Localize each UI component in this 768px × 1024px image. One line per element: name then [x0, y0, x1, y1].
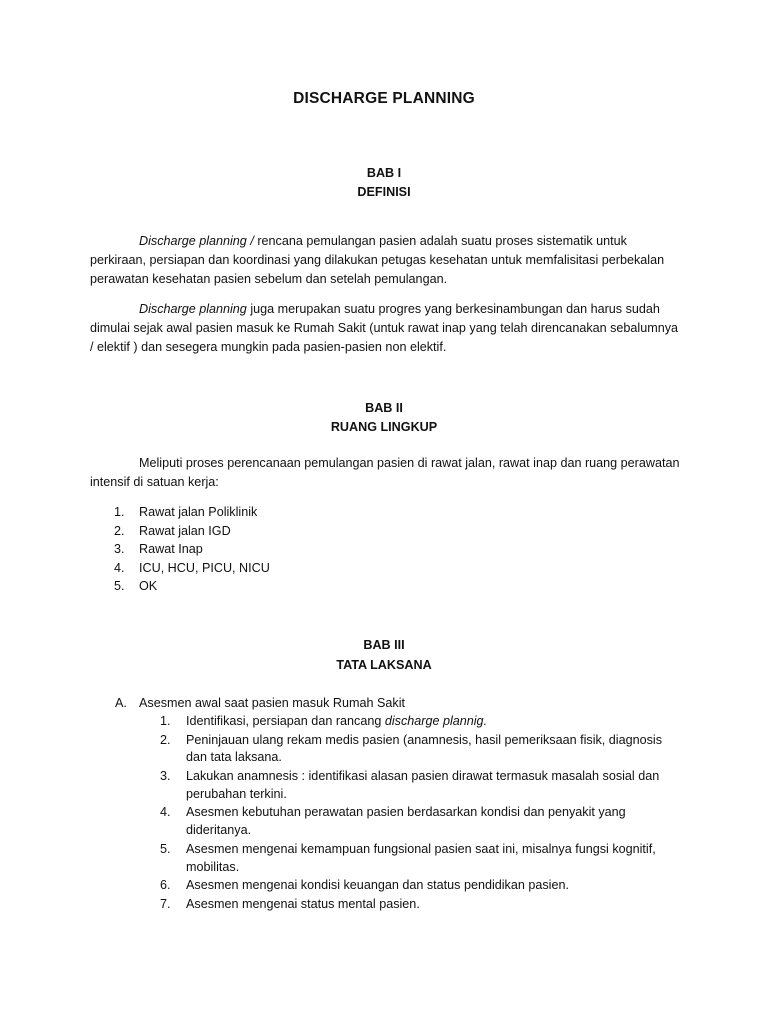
list-item: 2. Rawat jalan IGD: [114, 523, 231, 538]
chapter-3-heading: TATA LAKSANA: [336, 658, 432, 672]
paragraph-text: juga merupakan suatu progres yang berkesinambungan dan harus sudah dimulai sejak awal pasien masuk ke Rumah Sakit (untuk rawat inap yang telah direncanakan sebalumnya / elektif ) dan sesegera mungkin pada pasien-pasien non elektif.: [90, 302, 679, 354]
document-title: DISCHARGE PLANNING: [293, 90, 475, 107]
list-item: 3. Rawat Inap: [114, 542, 203, 557]
emphasis-term: Discharge planning: [139, 302, 247, 316]
list-item: 3. Lakukan anamnesis : identifikasi alasan pasien dirawat termasuk masalah sosial dan perubahan terkini.: [160, 768, 660, 801]
paragraph-text: rencana pemulangan pasien adalah suatu proses sistematik untuk perkiraan, persiapan dan koordinasi yang dilakukan petugas kesehatan untuk memfalisitasi perbekalan perawatan kesehatan pasien sebelum dan setelah pemulangan.: [90, 234, 665, 286]
list-item: 1. Identifikasi, persiapan dan rancang discharge plannig.: [160, 714, 488, 728]
list-item: 6. Asesmen mengenai kondisi keuangan dan status pendidikan pasien.: [160, 878, 569, 893]
definition-paragraph-1: [90, 232, 680, 289]
section-a-heading: A. Asesmen awal saat pasien masuk Rumah Sakit: [115, 696, 405, 710]
scope-list: [90, 503, 680, 596]
list-item: 7. Asesmen mengenai status mental pasien.: [160, 896, 420, 911]
list-item: 4. ICU, HCU, PICU, NICU: [114, 560, 270, 575]
chapter-1-number: BAB I: [366, 166, 402, 180]
chapter-2-heading: RUANG LINGKUP: [330, 420, 438, 434]
scope-intro-paragraph: Meliputi proses perencanaan pemulangan pasien di rawat jalan, rawat inap dan ruang perawatan intensif di satuan kerja:: [90, 456, 680, 489]
definition-paragraph-2: [90, 300, 680, 357]
list-item: 4. Asesmen kebutuhan perawatan pasien berdasarkan kondisi dan penyakit yang dideritanya.: [160, 805, 626, 838]
list-item: 2. Peninjauan ulang rekam medis pasien (anamnesis, hasil pemeriksaan fisik, diagnosis dan tata laksana.: [160, 732, 663, 765]
chapter-2-number: BAB II: [365, 401, 403, 415]
section-a-list: [90, 713, 680, 914]
chapter-3-number: BAB III: [363, 638, 405, 652]
chapter-1-heading: DEFINISI: [357, 185, 411, 199]
section-a: [90, 694, 680, 914]
list-item: 5. OK: [114, 579, 158, 594]
list-item: 1. Rawat jalan Poliklinik: [114, 505, 258, 519]
list-item: 5. Asesmen mengenai kemampuan fungsional pasien saat ini, misalnya fungsi kognitif, mobilitas.: [160, 841, 656, 874]
emphasis-term: Discharge planning /: [139, 234, 254, 248]
